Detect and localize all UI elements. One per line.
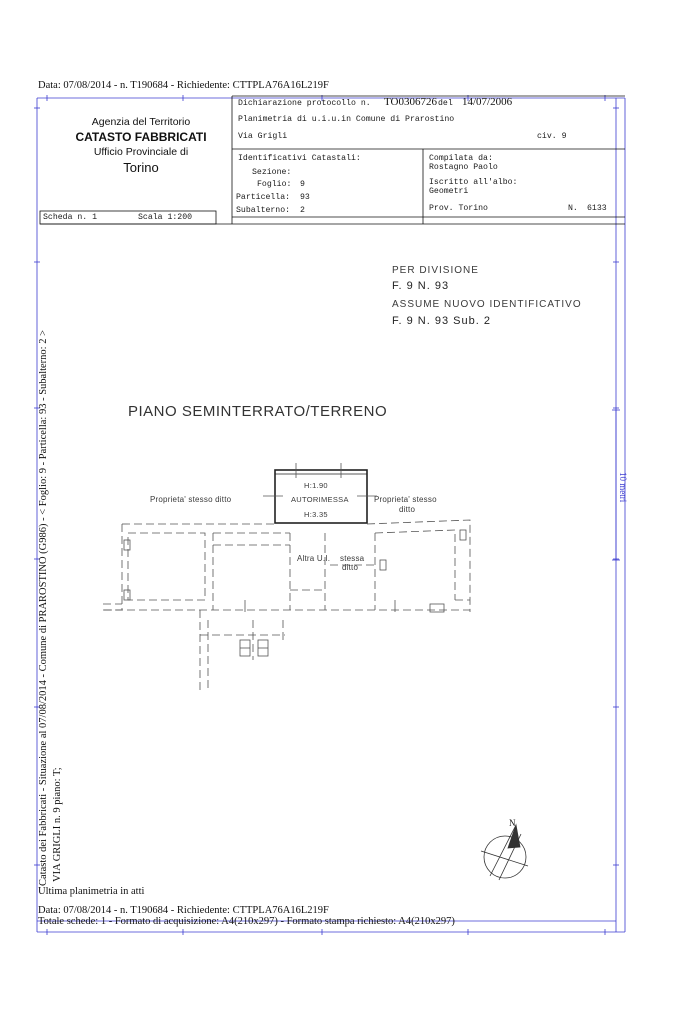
iscritto-label: Iscritto all'albo:	[429, 178, 518, 187]
ufficio-city: Torino	[123, 160, 159, 175]
room-autorimessa-label: AUTORIMESSA	[291, 495, 349, 504]
particella-value: 93	[300, 193, 310, 202]
provincia: Prov. Torino	[429, 204, 488, 213]
scala-label: Scala 1:200	[138, 213, 193, 222]
foglio-numero-old: F. 9 N. 93	[392, 280, 450, 292]
property-right-label-2: ditto	[399, 505, 416, 514]
identificativi-label: Identificativi Catastali:	[238, 154, 361, 163]
altra-ui-label: Altra U.I.	[297, 554, 331, 563]
ufficio-label: Ufficio Provinciale di	[93, 146, 189, 158]
particella-label: Particella:	[236, 193, 291, 202]
header-request-line: Data: 07/08/2014 - n. T190684 - Richiedente: CTTPLA76A16L219F	[38, 80, 329, 91]
assume-identificativo-text: ASSUME NUOVO IDENTIFICATIVO	[392, 299, 582, 310]
north-arrow	[481, 825, 528, 880]
footer-totale-schede: Totale schede: 1 - Formato di acquisizione: A4(210x297) - Formato stampa richiesto: A4(210x297)	[38, 916, 455, 927]
scale-bar-label: 10 metri	[618, 472, 628, 503]
foglio-value: 9	[300, 180, 305, 189]
albo-num-value: 6133	[587, 204, 607, 213]
blue-frame	[34, 95, 625, 935]
floor-title: PIANO SEMINTERRATO/TERRENO	[128, 403, 388, 420]
agency-block	[52, 116, 230, 176]
dichiarazione-label: Dichiarazione protocollo n.	[238, 99, 371, 108]
ultima-planimetria: Ultima planimetria in atti	[38, 886, 145, 897]
address-civ: civ. 9	[537, 132, 567, 141]
height-bottom-label: H:3.35	[304, 510, 328, 519]
footer-request-line: Data: 07/08/2014 - n. T190684 - Richiedente: CTTPLA76A16L219F	[38, 905, 329, 916]
albo-num-label: N.	[568, 204, 578, 213]
iscritto-value: Geometri	[429, 187, 469, 196]
per-divisione-text: PER DIVISIONE	[392, 265, 479, 276]
agency-name: Agenzia del Territorio	[91, 116, 191, 128]
height-top-label: H:1.90	[304, 481, 328, 490]
scheda-label: Scheda n. 1	[43, 213, 98, 222]
subalterno-label: Subalterno:	[236, 206, 291, 215]
north-label: N	[509, 818, 516, 828]
property-left-label: Proprieta' stesso ditto	[150, 495, 232, 504]
foglio-label: Foglio:	[257, 180, 292, 189]
planimetria-comune: Planimetria di u.i.u.in Comune di Prarostino	[238, 115, 455, 124]
subalterno-value: 2	[300, 206, 305, 215]
catasto-title: CATASTO FABBRICATI	[75, 130, 207, 144]
protocollo-number: TO0306726	[384, 96, 437, 108]
del-label: del	[438, 99, 453, 108]
protocollo-date: 14/07/2006	[462, 96, 513, 108]
altra-stessa-label: stessa	[340, 554, 365, 563]
compilata-label: Compilata da:	[429, 154, 493, 163]
sezione-label: Sezione:	[252, 168, 292, 177]
side-situazione-text: Catasto dei Fabbricati - Situazione al 07/08/2014 - Comune di PRAROSTINO (G986) - < Foglio: 9 - Particella: 93 - Subalterno: 2 >	[38, 329, 49, 886]
address-street: Via Grigli	[238, 132, 288, 141]
altra-ditto-label: ditto	[342, 563, 359, 572]
property-right-label-1: Proprieta' stesso	[374, 495, 437, 504]
compilata-name: Rostagno Paolo	[429, 163, 498, 172]
foglio-numero-new: F. 9 N. 93 Sub. 2	[392, 315, 491, 327]
side-address-text: VIA GRIGLI n. 9 piano: T;	[52, 767, 63, 882]
